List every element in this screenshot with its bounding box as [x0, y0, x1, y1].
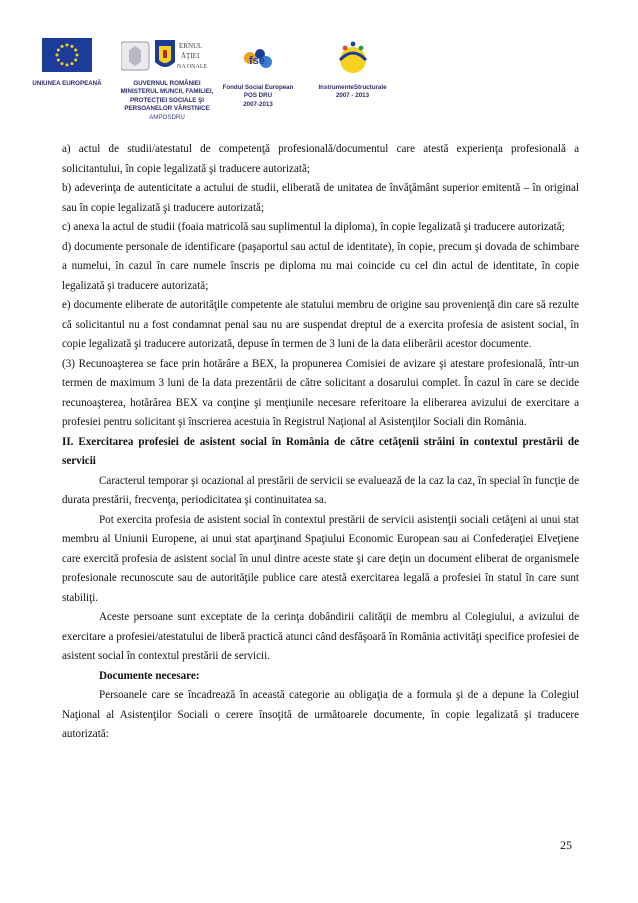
fse-logo-block — [218, 40, 298, 109]
eu-star-icon — [74, 49, 77, 52]
gov-caption-line: GUVERNUL ROMÂNIEI — [133, 80, 201, 87]
is-logo-block — [300, 38, 405, 101]
gov-caption-line: MINISTERUL MUNCII, FAMILIEI, — [120, 88, 214, 96]
paragraph-obligation: Persoanele care se încadrează în această categorie au obligaţia de a formula şi de a depune la Colegiul Naţional al Asistenţilor Sociali o cerere însoţită de următoarele documente, în copie legalizată şi traducere autorizată: — [62, 689, 579, 740]
fse-caption-line: Fondul Social European — [222, 84, 294, 91]
fse-caption-line: 2007-2013 — [243, 100, 273, 108]
crest-text-line-1: ERNUL — [179, 42, 203, 50]
paragraph-a: a) actul de studii/atestatul de competenţă profesională/documentul care atestă experienţa profesională a solicitantului, în copie legalizată şi traducere autorizată; — [62, 143, 579, 175]
documents-heading: Documente necesare: — [99, 669, 200, 682]
is-caption-line: 2007 - 2013 — [335, 92, 370, 100]
fse-logo-text: fse — [249, 55, 265, 67]
paragraph-b: b) adeverinţa de autenticitate a actului de studii, eliberată de unitatea de învăţământ superior emitentă – în original sau în copie legalizată şi traducere autorizată; — [62, 182, 579, 214]
gov-caption-line: AMPOSDRU — [149, 113, 185, 121]
eu-star-icon — [57, 59, 60, 62]
eu-flag-icon — [42, 38, 92, 72]
structural-instruments-icon — [330, 38, 376, 76]
is-caption — [300, 84, 405, 101]
paragraph-exemption: Aceste persoane sunt exceptate de la cerinţa dobândirii calităţii de membru al Colegiului, a avizului de exercitare a profesiei/atestatului de liberă practică atunci când desfăşoară în România activităţi specifice profesiei de asistent social în contextul prestării de servicii. — [62, 611, 579, 662]
gov-caption-line: PERSOANELOR VÂRSTNICE — [124, 105, 210, 113]
eu-star-icon — [61, 62, 64, 65]
paragraph-eligibility: Pot exercita profesia de asistent social în contextul prestării de servicii asistenţii sociali cetăţeni ai unui stat membru al Uniunii Europene, ai unui stat aparţinand Spaţiului Economic European sau ai Confederaţiei Elveţiene care exercită profesia de asistent social în unul dintre aceste state şi care deţin un document eliberat de organismele profesionale recunoscute sau de autorităţile publice care atestă exercitarea legală a profesiei în statul în care sunt stabiliţi. — [62, 513, 579, 604]
gov-caption-line: PROTECŢIEI SOCIALE ŞI — [130, 96, 204, 104]
is-caption-line: InstrumenteStructurale — [318, 84, 387, 91]
fse-caption — [218, 84, 298, 109]
government-caption — [112, 80, 222, 122]
eu-star-icon — [74, 59, 77, 62]
fse-logo-icon — [236, 40, 280, 76]
paragraph-d: d) documente personale de identificare (paşaportul sau actul de identitate), în copie, precum şi dovada de schimbare a numelui, în cazul în care numele înscris pe diploma nu mai coincide cu cel din actul de identitate, în copie legalizată şi traducere autorizată; — [62, 240, 579, 292]
eu-star-icon — [66, 44, 69, 47]
paragraph-e: e) documente eliberate de autorităţile competente ale statului membru de origine sau provenienţă din care să rezulte că solicitantul nu a fost condamnat penal sau nu are suspendat dreptul de a exercita profesia de asistent social, în copie legalizată şi traducere autorizată, depuse în termen de 3 luni de la data eliberării acestor documente. — [62, 299, 579, 350]
crest-text-line-3: NA ONALE — [177, 64, 208, 70]
eu-star-icon — [57, 49, 60, 52]
eu-star-icon — [71, 45, 74, 48]
crest-text-line-2: ĂŢIEI — [181, 52, 200, 60]
eu-caption: UNIUNEA EUROPEANĂ — [32, 80, 102, 87]
eu-star-icon — [76, 54, 79, 57]
government-logo-block — [112, 36, 222, 122]
eu-star-icon — [71, 62, 74, 65]
eu-star-icon — [56, 54, 59, 57]
government-crest-icon — [121, 36, 213, 76]
eu-logo-block — [22, 38, 112, 88]
page-number: 25 — [560, 838, 572, 852]
paragraph-c: c) anexa la actul de studii (foaia matricolă sau suplimentul la diploma), în copie legalizată şi traducere autorizată; — [62, 221, 565, 233]
page-header — [0, 0, 638, 135]
eu-star-icon — [61, 45, 64, 48]
eu-star-icon — [66, 64, 69, 67]
paragraph-recognition: (3) Recunoaşterea se face prin hotărâre a BEX, la propunerea Comisiei de avizare şi atestare profesională, într-un termen de maximum 3 luni de la data prezentării de către solicitant a dosarului complet. În cazul în care se decide recunoaşterea, hotărârea BEX va conţine şi menţiunile necesare referitoare la eliberarea avizului de exercitare a profesiei pentru solicitant şi înscrierea acestuia în Registrul Naţional al Asistenţilor Sociali din România. — [62, 357, 579, 428]
document-body — [62, 140, 579, 745]
fse-caption-line: POS DRU — [243, 92, 273, 100]
paragraph-temporary-character: Caracterul temporar şi ocazional al prestării de servicii se evaluează de la caz la caz, în special în funcţie de durata prestării, frecvenţa, periodicitatea şi continuitatea sa. — [62, 474, 579, 506]
section-heading: II. Exercitarea profesiei de asistent social în România de către cetăţenii străini în contextul prestării de servicii — [62, 435, 579, 467]
